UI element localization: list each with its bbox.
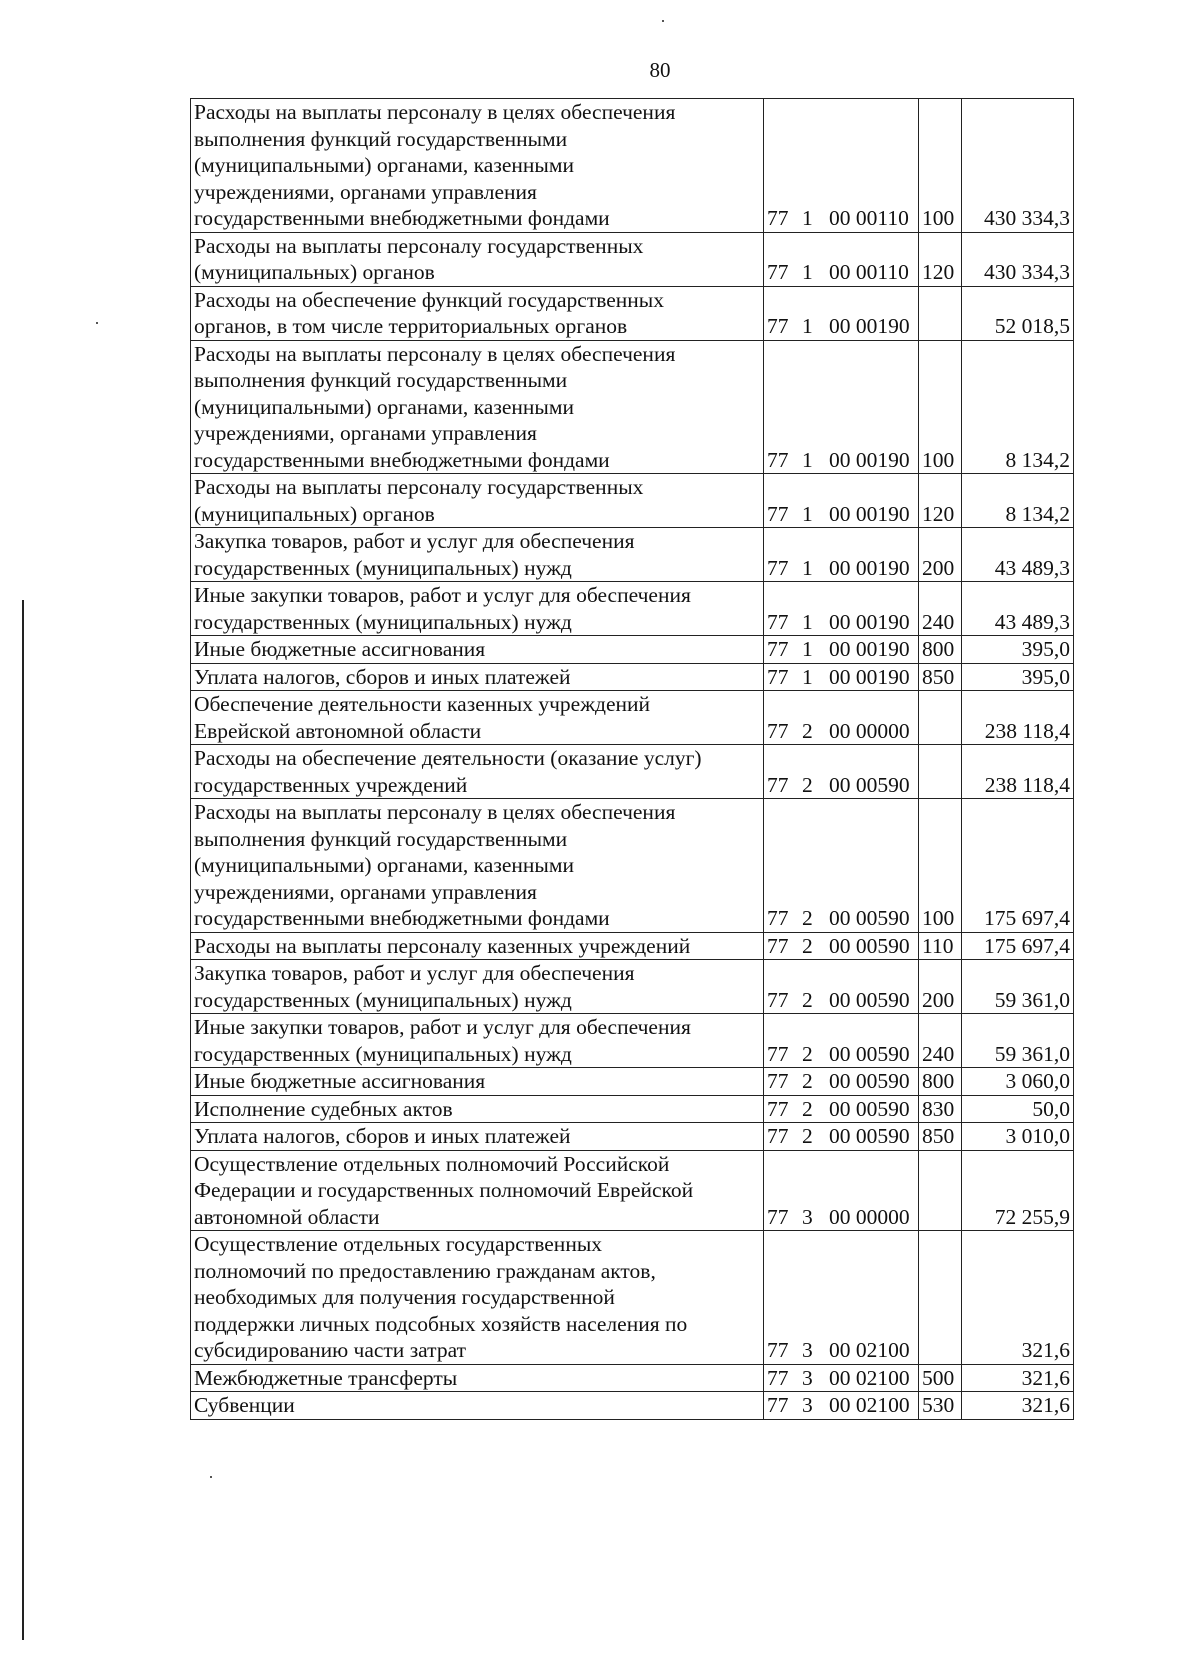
description-line: Иные бюджетные ассигнования — [194, 637, 486, 661]
code-part: 77 — [767, 1069, 789, 1093]
description-line: государственными внебюджетными фондами — [194, 906, 610, 930]
target-article-code — [764, 1068, 919, 1096]
code-part: 77 — [767, 314, 789, 338]
code-part: 2 — [802, 933, 813, 958]
code-part: 1 — [802, 206, 813, 230]
table-row — [191, 691, 1074, 745]
description-line: выполнения функций государственными — [194, 126, 568, 151]
code-part: 2 — [802, 906, 813, 930]
expense-description — [191, 99, 764, 233]
code-part: 77 — [767, 906, 789, 930]
expense-type-code: 120 — [919, 474, 962, 528]
amount: 72 255,9 — [962, 1150, 1074, 1231]
code-part: 77 — [767, 637, 789, 661]
target-article-code — [764, 1231, 919, 1365]
description-line: выполнения функций государственными — [194, 826, 568, 851]
description-line: Расходы на выплаты персоналу казенных учреждений — [194, 933, 691, 958]
code-part: 00 00590 — [829, 772, 910, 797]
amount: 50,0 — [962, 1095, 1074, 1123]
code-part: 00 00590 — [829, 906, 910, 930]
target-article-code — [764, 745, 919, 799]
code-part: 1 — [802, 447, 813, 472]
expense-type-code — [919, 286, 962, 340]
amount: 8 134,2 — [962, 474, 1074, 528]
amount: 395,0 — [962, 636, 1074, 664]
description-line: Субвенции — [194, 1393, 295, 1417]
code-part: 77 — [767, 447, 789, 472]
expense-description — [191, 1364, 764, 1392]
target-article-code — [764, 636, 919, 664]
description-line: полномочий по предоставлению гражданам актов, — [194, 1258, 656, 1283]
code-part: 77 — [767, 1041, 789, 1066]
expense-type-code: 240 — [919, 1014, 962, 1068]
amount: 321,6 — [962, 1392, 1074, 1420]
description-line: Расходы на выплаты персоналу государственных — [194, 475, 644, 499]
description-line: Уплата налогов, сборов и иных платежей — [194, 664, 571, 689]
expense-type-code: 800 — [919, 1068, 962, 1096]
expense-type-code: 200 — [919, 960, 962, 1014]
code-part: 77 — [767, 1365, 789, 1390]
expense-description — [191, 663, 764, 691]
target-article-code — [764, 340, 919, 474]
code-part: 00 00590 — [829, 1069, 910, 1093]
description-line: Расходы на обеспечение деятельности (оказание услуг) — [194, 746, 702, 770]
expense-type-code: 530 — [919, 1392, 962, 1420]
target-article-code — [764, 1392, 919, 1420]
code-part: 77 — [767, 1338, 789, 1362]
expense-description — [191, 745, 764, 799]
description-line: Обеспечение деятельности казенных учреждений — [194, 692, 651, 716]
amount: 321,6 — [962, 1231, 1074, 1365]
table-row — [191, 1123, 1074, 1151]
expense-type-code: 200 — [919, 528, 962, 582]
code-part: 00 00000 — [829, 1204, 910, 1229]
code-part: 77 — [767, 1124, 789, 1148]
target-article-code — [764, 1364, 919, 1392]
expense-description — [191, 232, 764, 286]
code-part: 00 00000 — [829, 718, 910, 743]
expense-type-code: 500 — [919, 1364, 962, 1392]
amount: 43 489,3 — [962, 582, 1074, 636]
target-article-code — [764, 582, 919, 636]
amount: 430 334,3 — [962, 232, 1074, 286]
expense-type-code: 800 — [919, 636, 962, 664]
description-line: Межбюджетные трансферты — [194, 1365, 458, 1390]
code-part: 2 — [802, 772, 813, 797]
expense-type-code: 240 — [919, 582, 962, 636]
target-article-code — [764, 1123, 919, 1151]
target-article-code — [764, 691, 919, 745]
description-line: Иные закупки товаров, работ и услуг для обеспечения — [194, 1015, 691, 1039]
description-line: Осуществление отдельных государственных — [194, 1232, 603, 1256]
code-part: 77 — [767, 501, 789, 526]
description-line: автономной области — [194, 1204, 380, 1229]
description-line: Федерации и государственных полномочий Еврейской — [194, 1178, 694, 1202]
code-part: 2 — [802, 718, 813, 743]
code-part: 00 00190 — [829, 609, 910, 634]
table-row — [191, 745, 1074, 799]
description-line: Расходы на выплаты персоналу в целях обеспечения — [194, 341, 676, 366]
description-line: государственных учреждений — [194, 772, 468, 797]
description-line: учреждениями, органами управления — [194, 179, 537, 204]
amount: 3 060,0 — [962, 1068, 1074, 1096]
code-part: 00 02100 — [829, 1338, 910, 1362]
code-part: 2 — [802, 987, 813, 1012]
table-row — [191, 1068, 1074, 1096]
expense-description — [191, 1068, 764, 1096]
expense-type-code: 120 — [919, 232, 962, 286]
target-article-code — [764, 1014, 919, 1068]
code-part: 00 02100 — [829, 1365, 910, 1390]
code-part: 77 — [767, 1096, 789, 1121]
amount: 238 118,4 — [962, 745, 1074, 799]
expense-description — [191, 340, 764, 474]
expense-type-code: 110 — [919, 932, 962, 960]
expense-description — [191, 799, 764, 933]
description-line: учреждениями, органами управления — [194, 879, 537, 904]
amount: 175 697,4 — [962, 799, 1074, 933]
amount: 395,0 — [962, 663, 1074, 691]
description-line: Уплата налогов, сборов и иных платежей — [194, 1124, 571, 1148]
description-line: государственных (муниципальных) нужд — [194, 555, 572, 580]
page-number: 80 — [649, 58, 671, 82]
expense-type-code: 100 — [919, 99, 962, 233]
target-article-code — [764, 932, 919, 960]
amount: 8 134,2 — [962, 340, 1074, 474]
description-line: Закупка товаров, работ и услуг для обеспечения — [194, 529, 635, 553]
expense-type-code: 850 — [919, 663, 962, 691]
description-line: Осуществление отдельных полномочий Российской — [194, 1151, 670, 1176]
budget-table — [190, 98, 1074, 1420]
code-part: 00 00190 — [829, 447, 910, 472]
code-part: 77 — [767, 1393, 789, 1417]
description-line: органов, в том числе территориальных органов — [194, 314, 628, 338]
code-part: 00 02100 — [829, 1393, 910, 1417]
code-part: 1 — [802, 314, 813, 338]
target-article-code — [764, 1095, 919, 1123]
target-article-code — [764, 1150, 919, 1231]
scan-speck — [96, 322, 98, 324]
table-row — [191, 636, 1074, 664]
code-part: 1 — [802, 501, 813, 526]
code-part: 2 — [802, 1069, 813, 1093]
code-part: 1 — [802, 260, 813, 284]
code-part: 00 00190 — [829, 501, 910, 526]
code-part: 77 — [767, 1204, 789, 1229]
amount: 59 361,0 — [962, 960, 1074, 1014]
code-part: 2 — [802, 1096, 813, 1121]
amount: 238 118,4 — [962, 691, 1074, 745]
table-row — [191, 1095, 1074, 1123]
code-part: 00 00190 — [829, 664, 910, 689]
table-row — [191, 1364, 1074, 1392]
expense-description — [191, 1150, 764, 1231]
table-row — [191, 232, 1074, 286]
code-part: 00 00110 — [829, 260, 909, 284]
table-row — [191, 340, 1074, 474]
code-part: 77 — [767, 718, 789, 743]
table-row — [191, 99, 1074, 233]
code-part: 77 — [767, 664, 789, 689]
scan-speck — [210, 1476, 212, 1478]
description-line: государственных (муниципальных) нужд — [194, 987, 572, 1012]
table-row — [191, 663, 1074, 691]
code-part: 3 — [802, 1365, 813, 1390]
expense-description — [191, 474, 764, 528]
description-line: (муниципальными) органами, казенными — [194, 153, 574, 177]
code-part: 1 — [802, 637, 813, 661]
scan-speck — [662, 20, 664, 22]
code-part: 1 — [802, 664, 813, 689]
expense-description — [191, 932, 764, 960]
description-line: Расходы на выплаты персоналу государственных — [194, 233, 644, 258]
code-part: 00 00190 — [829, 314, 910, 338]
target-article-code — [764, 99, 919, 233]
code-part: 3 — [802, 1204, 813, 1229]
description-line: необходимых для получения государственной — [194, 1285, 615, 1309]
description-line: государственных (муниципальных) нужд — [194, 1041, 572, 1066]
code-part: 77 — [767, 260, 789, 284]
description-line: учреждениями, органами управления — [194, 421, 537, 445]
code-part: 2 — [802, 1124, 813, 1148]
target-article-code — [764, 960, 919, 1014]
code-part: 2 — [802, 1041, 813, 1066]
code-part: 00 00110 — [829, 206, 909, 230]
table-row — [191, 1014, 1074, 1068]
amount: 430 334,3 — [962, 99, 1074, 233]
target-article-code — [764, 286, 919, 340]
expense-description — [191, 582, 764, 636]
table-row — [191, 960, 1074, 1014]
code-part: 3 — [802, 1393, 813, 1417]
expense-description — [191, 691, 764, 745]
expense-description — [191, 528, 764, 582]
code-part: 00 00590 — [829, 1041, 910, 1066]
expense-type-code: 830 — [919, 1095, 962, 1123]
amount: 321,6 — [962, 1364, 1074, 1392]
code-part: 00 00190 — [829, 555, 910, 580]
expense-description — [191, 1392, 764, 1420]
expense-type-code: 850 — [919, 1123, 962, 1151]
table-row — [191, 474, 1074, 528]
code-part: 77 — [767, 933, 789, 958]
description-line: Иные бюджетные ассигнования — [194, 1069, 486, 1093]
code-part: 77 — [767, 987, 789, 1012]
description-line: выполнения функций государственными — [194, 368, 568, 392]
target-article-code — [764, 528, 919, 582]
description-line: Исполнение судебных актов — [194, 1096, 453, 1121]
description-line: (муниципальных) органов — [194, 501, 435, 526]
description-line: государственными внебюджетными фондами — [194, 447, 610, 472]
code-part: 00 00190 — [829, 637, 910, 661]
description-line: Иные закупки товаров, работ и услуг для обеспечения — [194, 583, 691, 607]
table-row — [191, 1231, 1074, 1365]
expense-description — [191, 286, 764, 340]
expense-description — [191, 1231, 764, 1365]
expense-description — [191, 960, 764, 1014]
code-part: 00 00590 — [829, 987, 910, 1012]
description-line: Закупка товаров, работ и услуг для обеспечения — [194, 961, 635, 985]
description-line: (муниципальными) органами, казенными — [194, 394, 574, 419]
expense-type-code — [919, 1150, 962, 1231]
code-part: 00 00590 — [829, 1124, 910, 1148]
description-line: Расходы на выплаты персоналу в целях обеспечения — [194, 100, 676, 124]
description-line: (муниципальными) органами, казенными — [194, 853, 574, 877]
table-row — [191, 1392, 1074, 1420]
table-row — [191, 799, 1074, 933]
table-row — [191, 1150, 1074, 1231]
description-line: (муниципальных) органов — [194, 260, 435, 284]
description-line: поддержки личных подсобных хозяйств населения по — [194, 1311, 688, 1336]
description-line: государственных (муниципальных) нужд — [194, 609, 572, 634]
code-part: 77 — [767, 772, 789, 797]
amount: 175 697,4 — [962, 932, 1074, 960]
description-line: государственными внебюджетными фондами — [194, 206, 610, 230]
target-article-code — [764, 663, 919, 691]
expense-type-code: 100 — [919, 340, 962, 474]
code-part: 00 00590 — [829, 1096, 910, 1121]
code-part: 00 00590 — [829, 933, 910, 958]
description-line: Расходы на выплаты персоналу в целях обеспечения — [194, 800, 676, 824]
table-row — [191, 528, 1074, 582]
table-row — [191, 286, 1074, 340]
code-part: 3 — [802, 1338, 813, 1362]
description-line: Еврейской автономной области — [194, 718, 482, 743]
amount: 59 361,0 — [962, 1014, 1074, 1068]
expense-description — [191, 1014, 764, 1068]
amount: 52 018,5 — [962, 286, 1074, 340]
target-article-code — [764, 799, 919, 933]
code-part: 1 — [802, 609, 813, 634]
amount: 43 489,3 — [962, 528, 1074, 582]
expense-description — [191, 636, 764, 664]
description-line: субсидированию части затрат — [194, 1338, 466, 1362]
expense-type-code — [919, 691, 962, 745]
expense-description — [191, 1095, 764, 1123]
expense-type-code — [919, 745, 962, 799]
code-part: 77 — [767, 555, 789, 580]
table-row — [191, 582, 1074, 636]
table-row — [191, 932, 1074, 960]
amount: 3 010,0 — [962, 1123, 1074, 1151]
target-article-code — [764, 474, 919, 528]
description-line: Расходы на обеспечение функций государственных — [194, 287, 664, 312]
expense-description — [191, 1123, 764, 1151]
code-part: 77 — [767, 609, 789, 634]
expense-type-code — [919, 1231, 962, 1365]
expense-type-code: 100 — [919, 799, 962, 933]
target-article-code — [764, 232, 919, 286]
code-part: 77 — [767, 206, 789, 230]
scan-edge-line — [22, 600, 24, 1640]
code-part: 1 — [802, 555, 813, 580]
